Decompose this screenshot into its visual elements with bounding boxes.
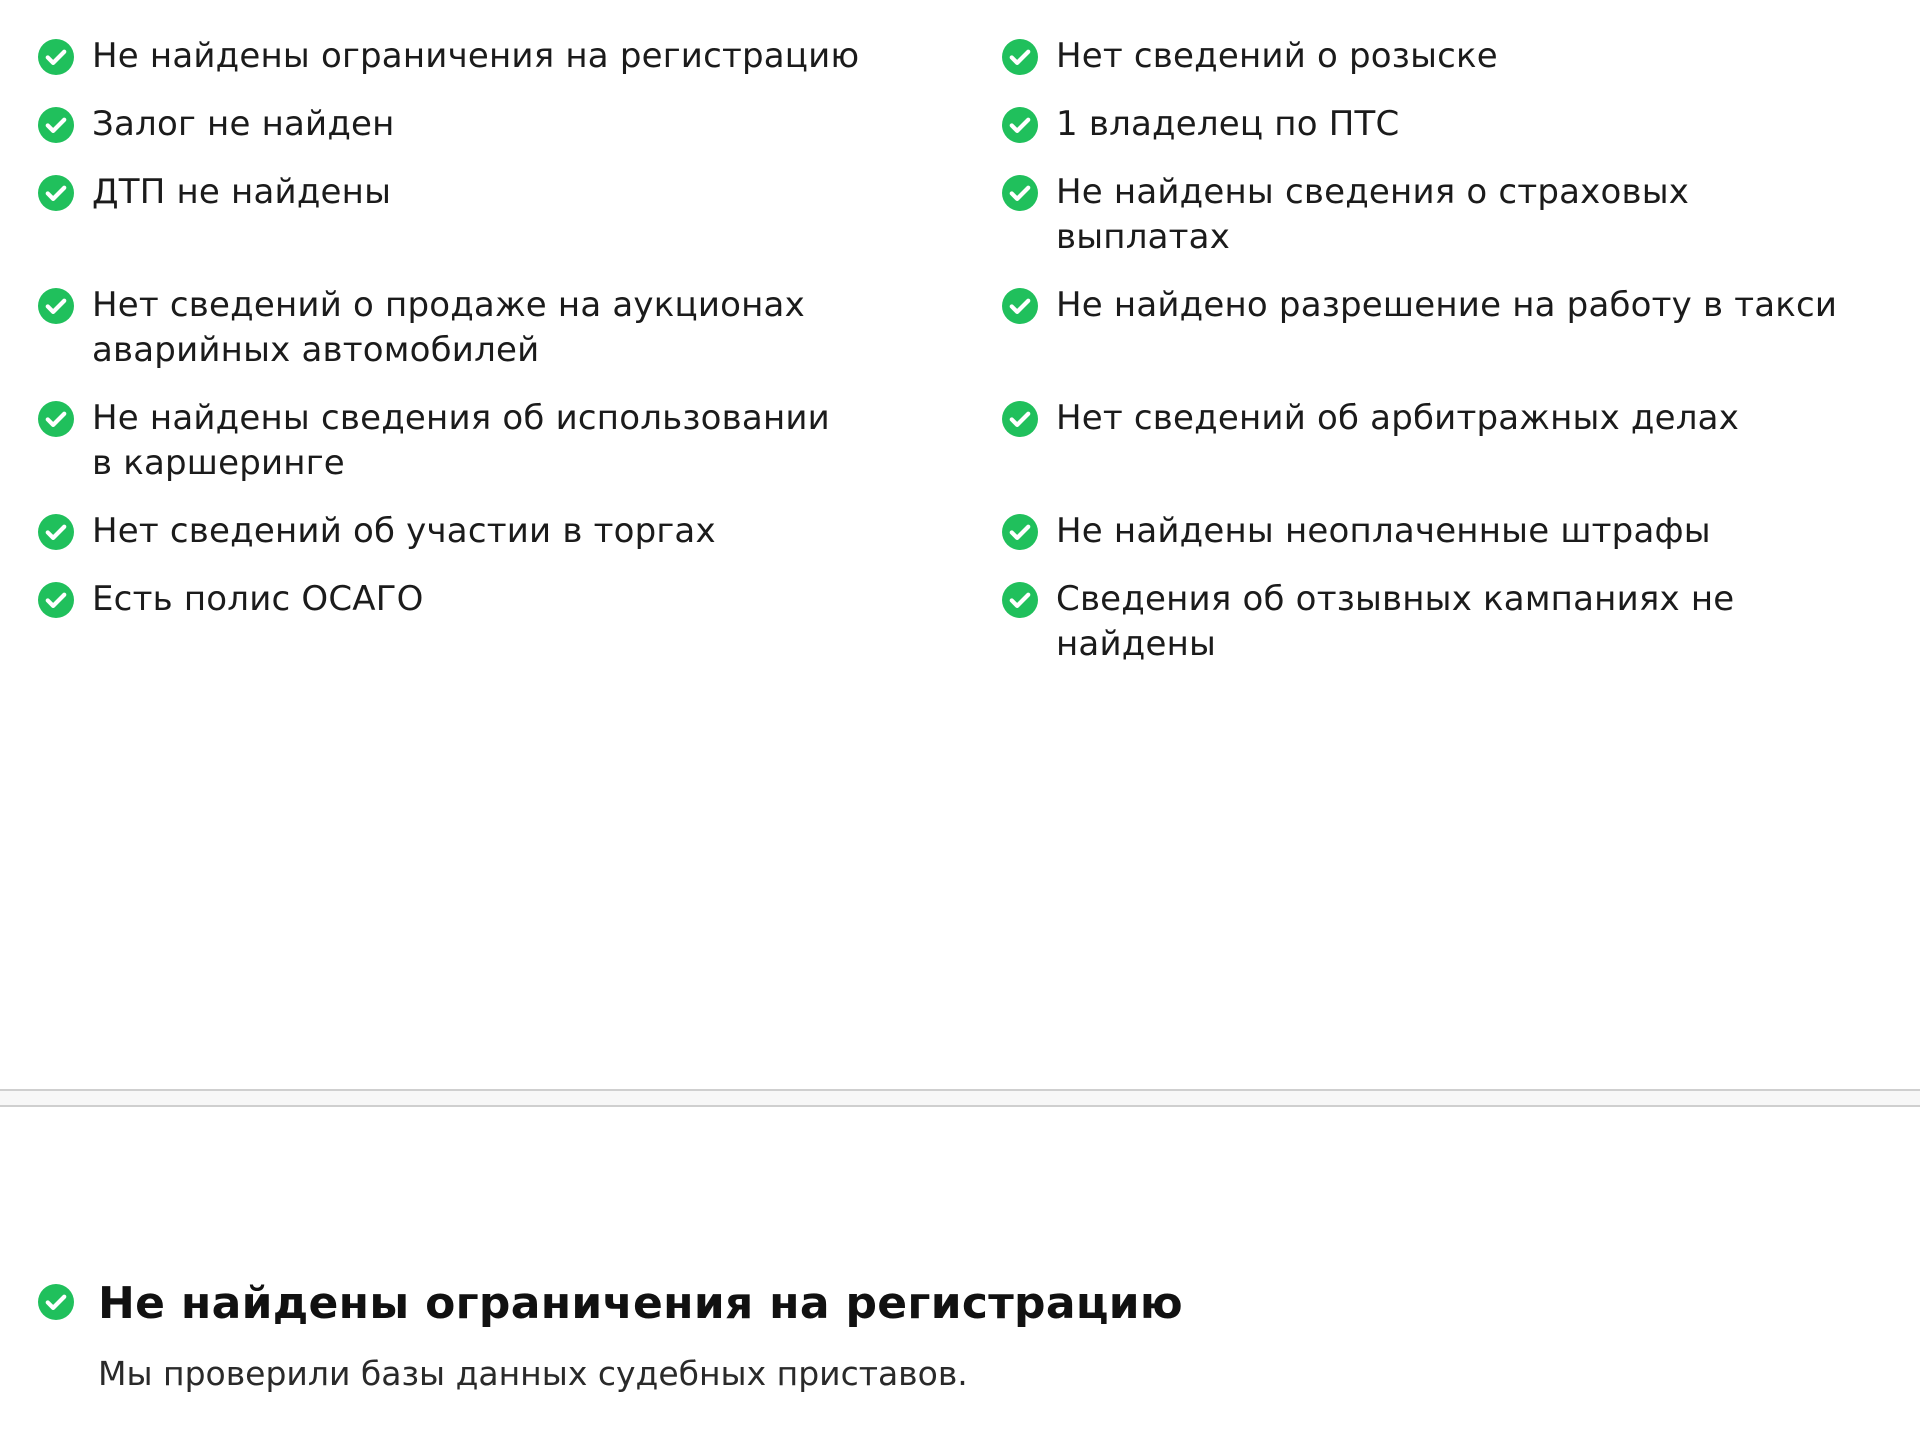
check-item-recall-campaigns xyxy=(1002,577,1842,667)
detail-description: Мы проверили базы данных судебных приставов. xyxy=(98,1354,968,1393)
check-circle-icon xyxy=(1002,39,1038,75)
check-circle-icon xyxy=(1002,514,1038,550)
check-item-label: Залог не найден xyxy=(92,104,395,144)
check-item-label: 1 владелец по ПТС xyxy=(1056,104,1400,144)
check-item-carsharing xyxy=(38,396,1002,486)
check-circle-icon xyxy=(38,175,74,211)
check-item-registration-restrictions xyxy=(38,34,1002,79)
check-item-label: Нет сведений об арбитражных делах xyxy=(1056,398,1740,438)
check-circle-icon xyxy=(1002,175,1038,211)
check-circle-icon xyxy=(38,514,74,550)
check-item-label: Нет сведений о розыске xyxy=(1056,36,1498,76)
check-item-pledge xyxy=(38,102,1002,147)
check-item-label: Не найдены сведения об использовании в каршеринге xyxy=(92,398,830,483)
check-item-tenders xyxy=(38,509,1002,554)
check-circle-icon xyxy=(38,288,74,324)
detail-section xyxy=(38,1276,1838,1396)
check-circle-icon xyxy=(38,107,74,143)
check-circle-icon xyxy=(38,401,74,437)
check-item-label: ДТП не найдены xyxy=(92,172,392,212)
check-item-wanted xyxy=(1002,34,1842,79)
check-item-label: Нет сведений об участии в торгах xyxy=(92,511,716,551)
check-circle-icon xyxy=(1002,288,1038,324)
check-circle-icon xyxy=(38,39,74,75)
check-circle-icon xyxy=(38,582,74,618)
check-item-label: Не найдено разрешение на работу в такси xyxy=(1056,285,1838,325)
check-item-label: Не найдены сведения о страховых выплатах xyxy=(1056,172,1690,257)
check-item-arbitration xyxy=(1002,396,1842,486)
check-item-accidents xyxy=(38,170,1002,260)
check-item-label: Есть полис ОСАГО xyxy=(92,579,424,619)
check-item-label: Не найдены ограничения на регистрацию xyxy=(92,36,860,76)
check-circle-icon xyxy=(1002,401,1038,437)
check-circle-icon xyxy=(1002,107,1038,143)
check-item-label: Не найдены неоплаченные штрафы xyxy=(1056,511,1711,551)
check-results-list xyxy=(38,34,1888,667)
check-item-osago xyxy=(38,577,1002,667)
detail-header xyxy=(38,1276,1838,1332)
section-divider xyxy=(0,1089,1920,1107)
check-item-insurance-payments xyxy=(1002,170,1842,260)
check-item-fines xyxy=(1002,509,1842,554)
check-circle-icon xyxy=(38,1284,74,1320)
detail-title: Не найдены ограничения на регистрацию xyxy=(98,1278,1183,1329)
check-circle-icon xyxy=(1002,582,1038,618)
check-item-label: Нет сведений о продаже на аукционах аварийных автомобилей xyxy=(92,285,805,370)
check-item-taxi-permit xyxy=(1002,283,1842,373)
check-item-owners xyxy=(1002,102,1842,147)
check-item-salvage-auctions xyxy=(38,283,1002,373)
check-item-label: Сведения об отзывных кампаниях не найдены xyxy=(1056,579,1735,664)
